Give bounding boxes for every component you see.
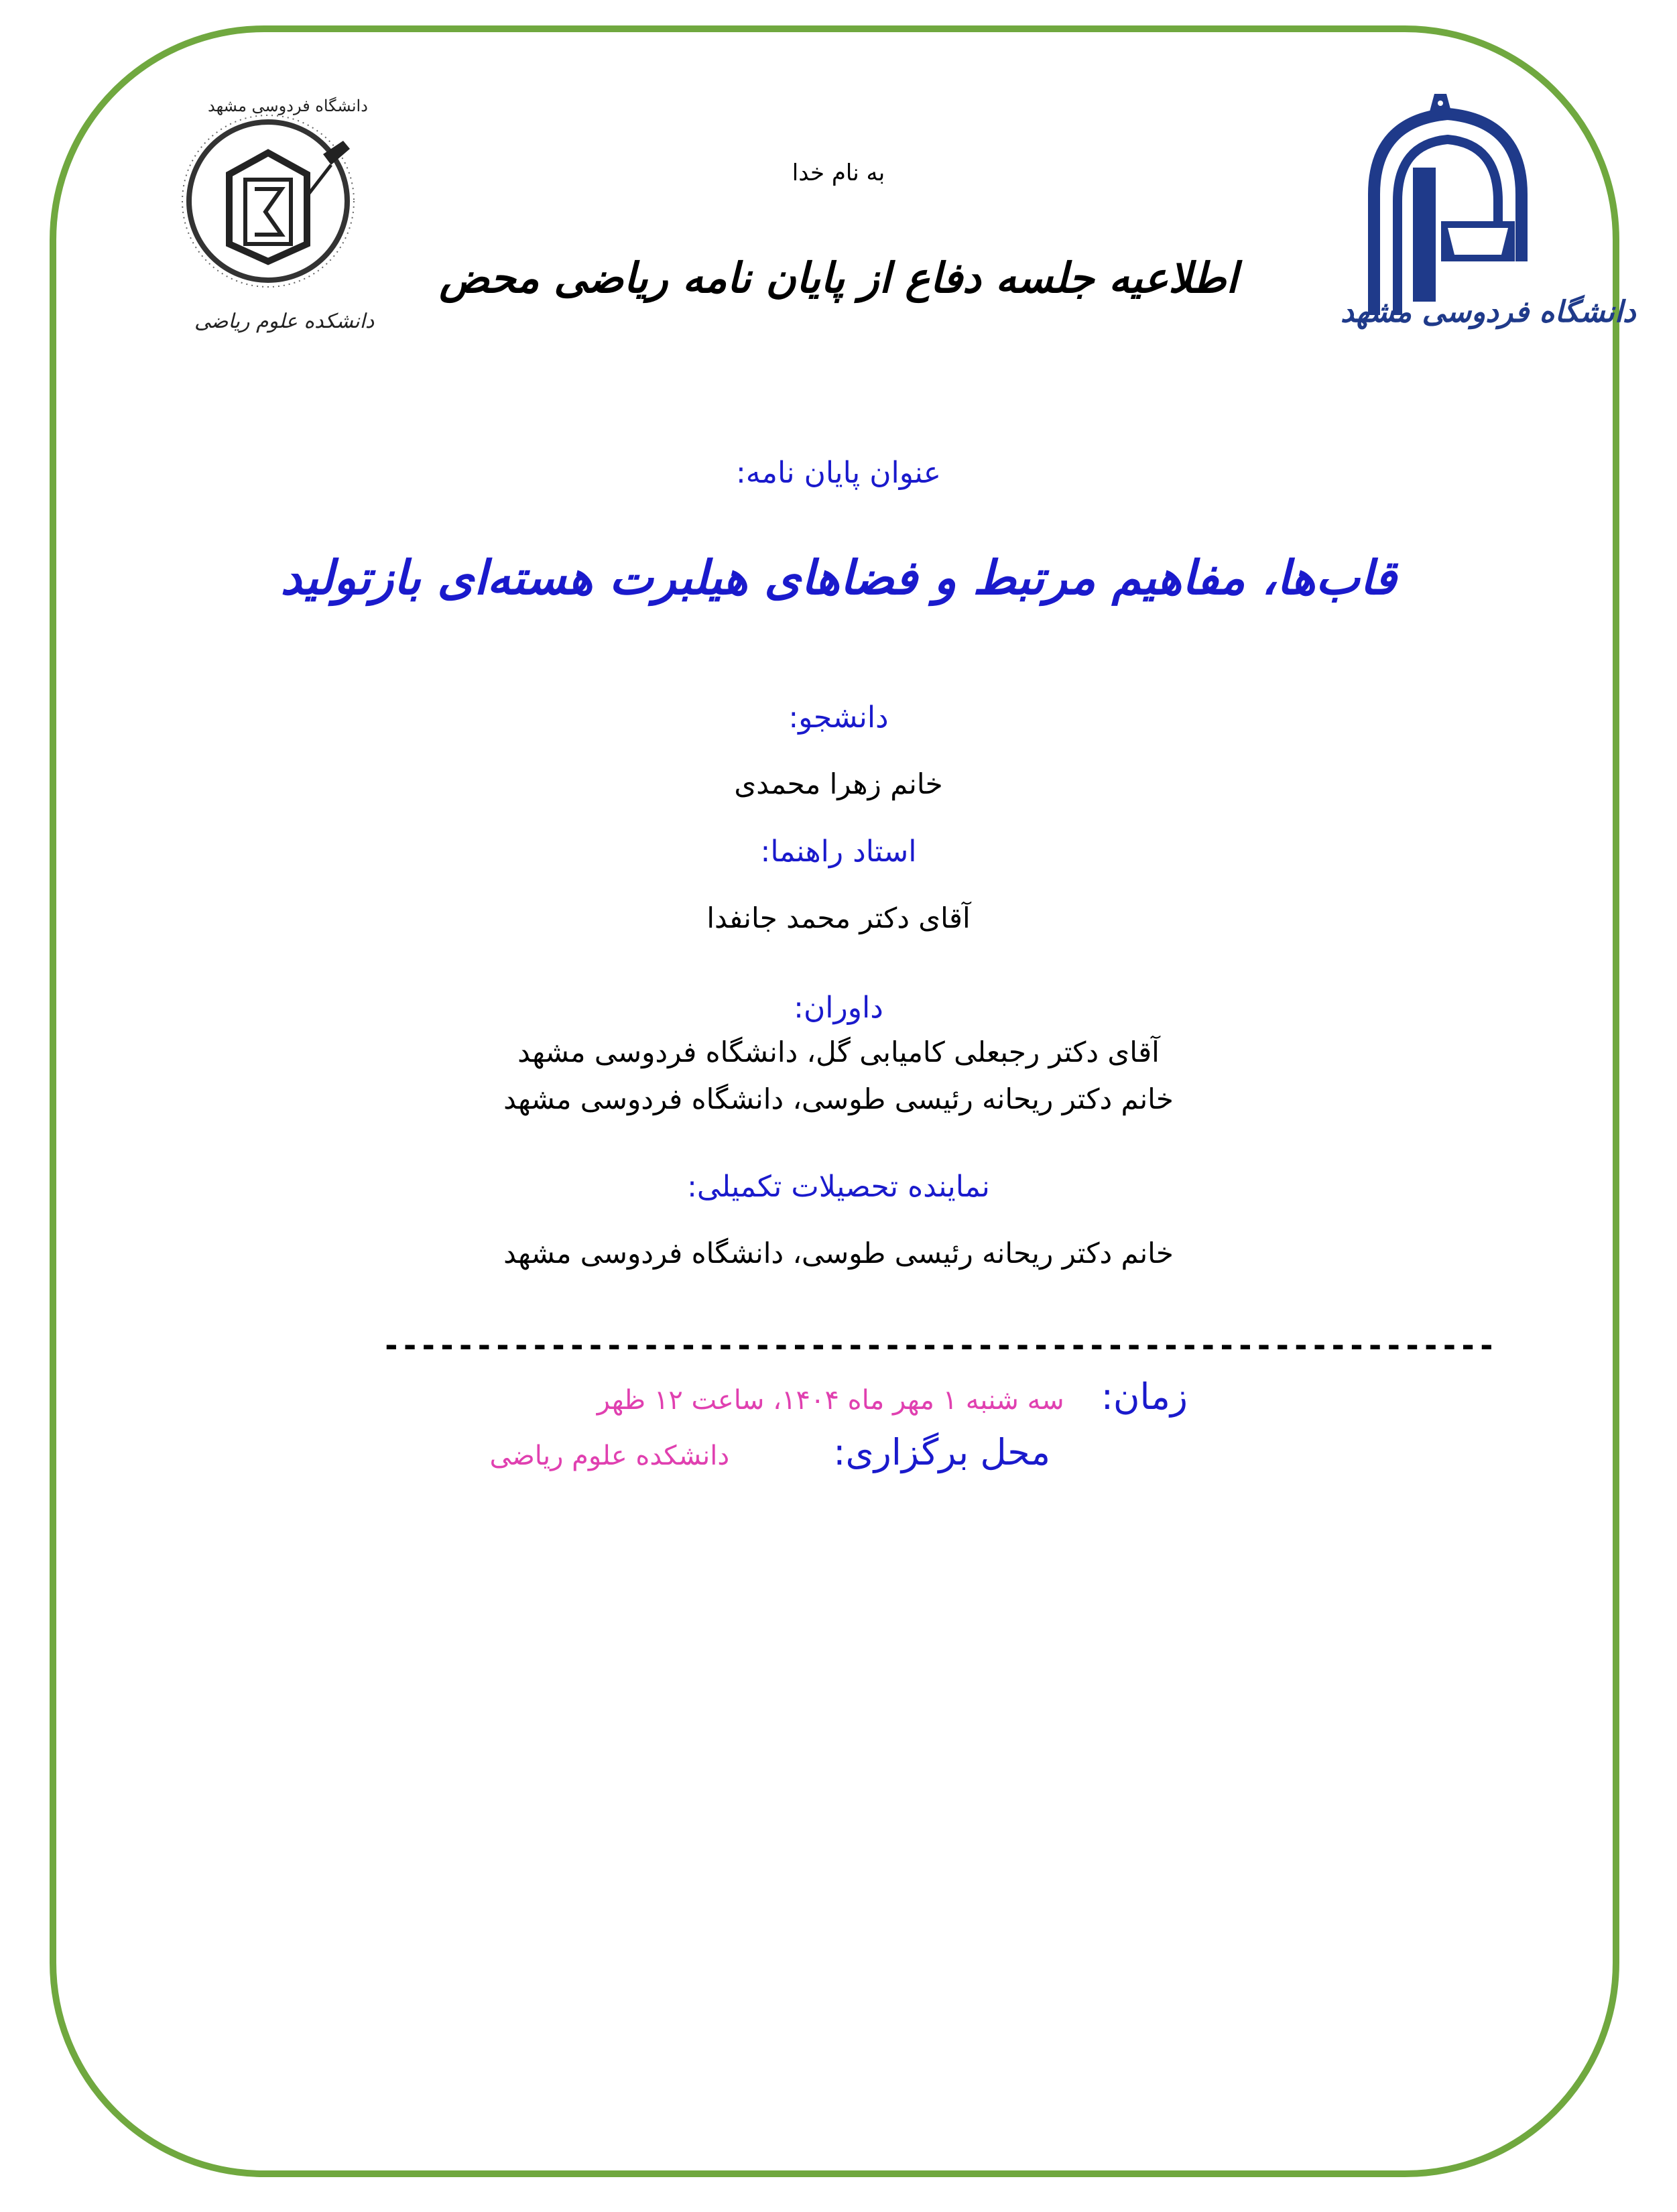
place-value: دانشکده علوم ریاضی [489,1440,730,1471]
supervisor-name: آقای دکتر محمد جانفدا [706,902,971,934]
referee-item: آقای دکتر رجبعلی کامیابی گل، دانشگاه فردوسی مشهد [517,1036,1160,1068]
supervisor-label: استاد راهنما: [760,835,917,869]
graduate-rep-label: نماینده تحصیلات تکمیلی: [687,1170,990,1204]
referees-label: داوران: [794,991,883,1025]
thesis-label: عنوان پایان نامه: [735,456,942,490]
ferdowsi-caption: دانشگاه فردوسی مشهد [1341,295,1636,329]
faculty-math-logo [168,97,375,349]
place-label: محل برگزاری: [833,1431,1050,1473]
thesis-title: قاب‌ها، مفاهیم مرتبط و فضاهای هیلبرت هسته‌ای بازتولید [280,550,1397,605]
section-divider: ------------------------------------------------------------ [382,1327,1496,1363]
place-row [489,1431,1050,1473]
time-label: زمان: [1101,1375,1188,1418]
basmala: به نام خدا [792,160,885,186]
ferdowsi-university-logo [1334,94,1636,349]
page-title: اطلاعیه جلسه دفاع از پایان نامه ریاضی محض [439,253,1238,302]
faculty-caption: دانشکده علوم ریاضی [194,310,375,333]
time-value: سه شنبه ۱ مهر ماه ۱۴۰۴، ساعت ۱۲ ظهر [597,1385,1064,1416]
student-name: خانم زهرا محمدی [734,767,943,800]
faculty-ring-text: دانشگاه فردوسی مشهد [208,97,368,115]
student-label: دانشجو: [788,700,889,735]
time-row [597,1375,1188,1418]
referee-item: خانم دکتر ریحانه رئیسی طوسی، دانشگاه فردوسی مشهد [503,1083,1174,1115]
graduate-rep-name: خانم دکتر ریحانه رئیسی طوسی، دانشگاه فردوسی مشهد [503,1237,1174,1270]
